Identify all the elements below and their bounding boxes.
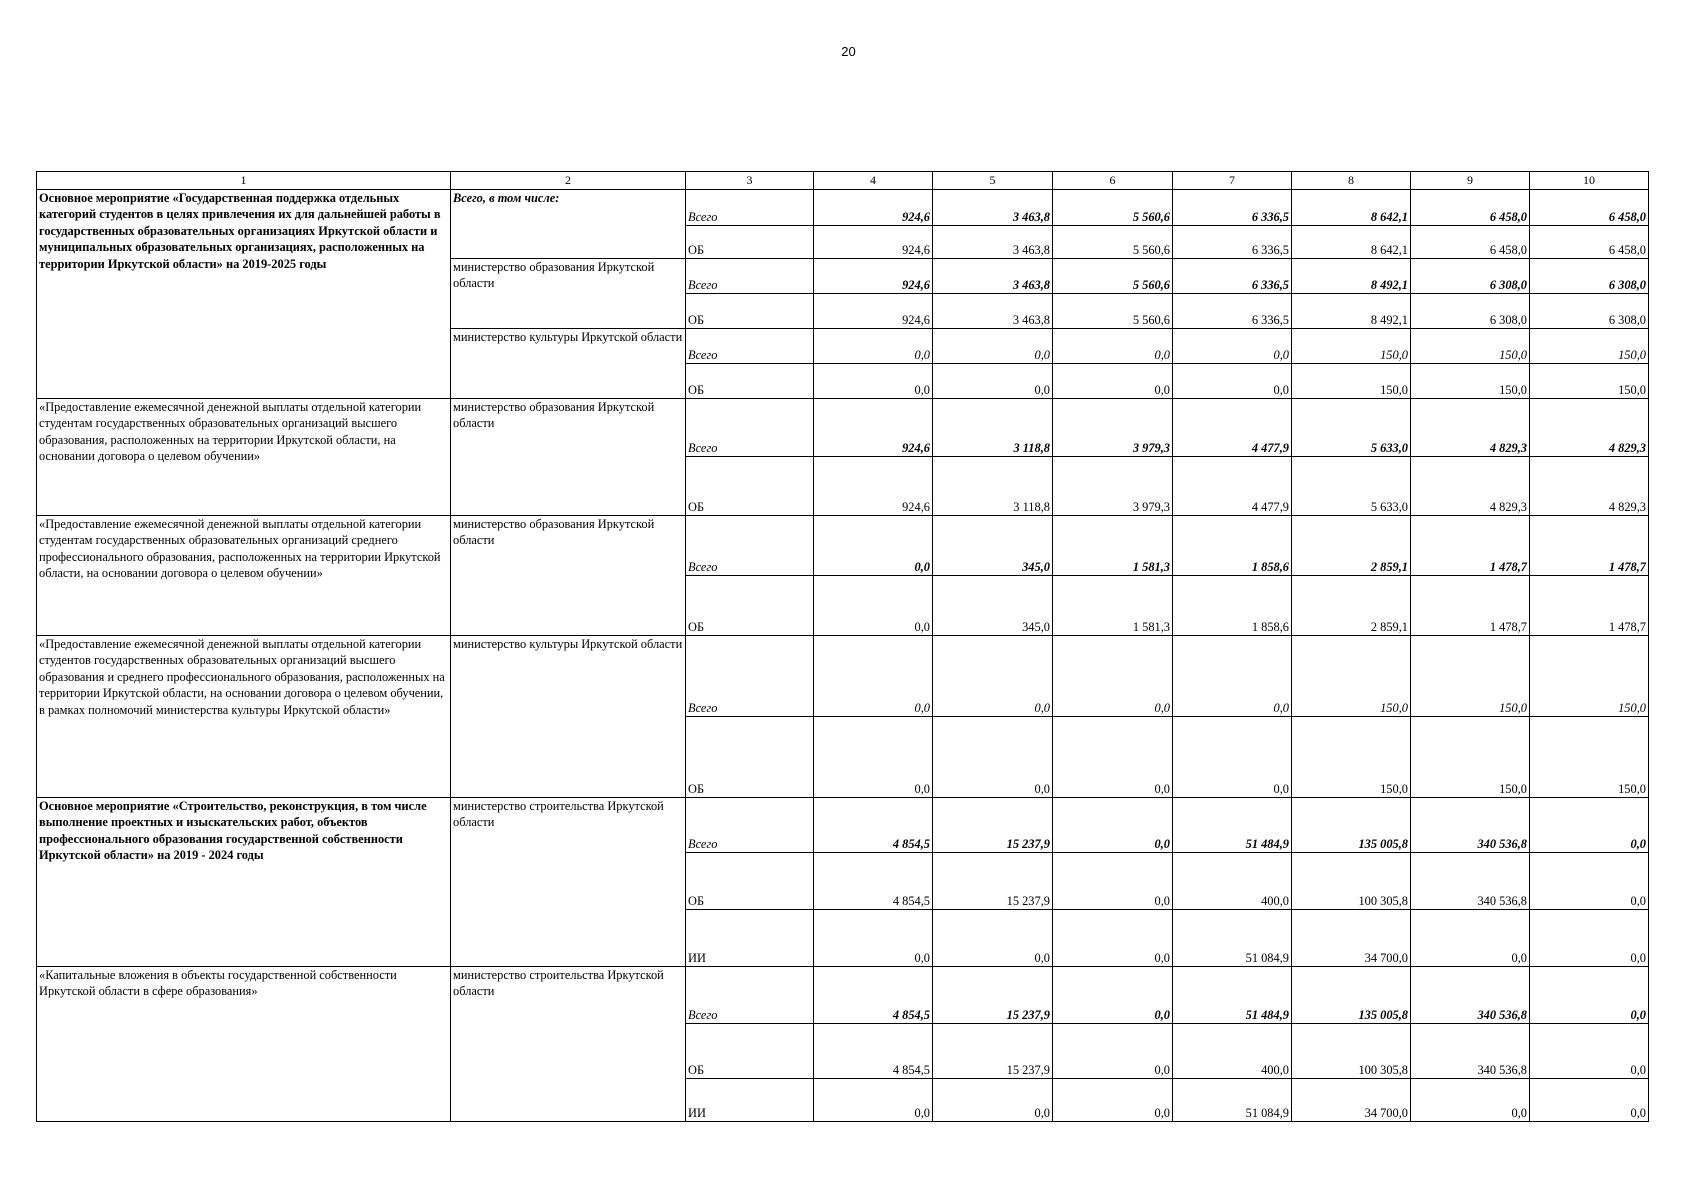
- value-cell: 4 477,9: [1173, 399, 1292, 457]
- value-cell: 0,0: [1053, 967, 1173, 1024]
- value-cell: 0,0: [933, 1079, 1053, 1122]
- value-cell: 0,0: [814, 576, 933, 636]
- header-cell: 5: [933, 172, 1053, 190]
- value-cell: 150,0: [1411, 717, 1530, 798]
- responsible-executor: министерство строительства Иркутской области: [451, 798, 686, 967]
- value-cell: 4 477,9: [1173, 457, 1292, 516]
- value-cell: 0,0: [1411, 910, 1530, 967]
- value-cell: 0,0: [1173, 717, 1292, 798]
- activity-description: «Предоставление ежемесячной денежной выплаты отдельной категории студентам государственных образовательных организаций высшего образования, расположенных на территории Иркутской области, на основании договора о целевом обучении»: [37, 399, 451, 516]
- funding-source: Всего: [686, 259, 814, 294]
- value-cell: 4 854,5: [814, 853, 933, 910]
- header-cell: 7: [1173, 172, 1292, 190]
- responsible-executor: министерство образования Иркутской области: [451, 399, 686, 516]
- value-cell: 150,0: [1292, 329, 1411, 364]
- header-cell: 6: [1053, 172, 1173, 190]
- value-cell: 0,0: [1173, 636, 1292, 717]
- value-cell: 340 536,8: [1411, 798, 1530, 853]
- value-cell: 150,0: [1530, 636, 1649, 717]
- value-cell: 0,0: [1530, 853, 1649, 910]
- responsible-executor: министерство образования Иркутской области: [451, 516, 686, 636]
- value-cell: 100 305,8: [1292, 1024, 1411, 1079]
- value-cell: 150,0: [1292, 717, 1411, 798]
- table-row: [37, 516, 1649, 576]
- value-cell: 4 829,3: [1411, 457, 1530, 516]
- value-cell: 924,6: [814, 399, 933, 457]
- funding-source: ОБ: [686, 457, 814, 516]
- value-cell: 51 484,9: [1173, 798, 1292, 853]
- funding-source: Всего: [686, 798, 814, 853]
- value-cell: 3 463,8: [933, 190, 1053, 226]
- value-cell: 150,0: [1411, 364, 1530, 399]
- value-cell: 0,0: [1530, 967, 1649, 1024]
- value-cell: 150,0: [1411, 329, 1530, 364]
- value-cell: 0,0: [1053, 798, 1173, 853]
- value-cell: 924,6: [814, 294, 933, 329]
- value-cell: 0,0: [1530, 1079, 1649, 1122]
- value-cell: 924,6: [814, 457, 933, 516]
- value-cell: 150,0: [1292, 364, 1411, 399]
- funding-source: Всего: [686, 967, 814, 1024]
- value-cell: 0,0: [814, 636, 933, 717]
- value-cell: 4 829,3: [1530, 399, 1649, 457]
- value-cell: 1 581,3: [1053, 576, 1173, 636]
- value-cell: 0,0: [933, 329, 1053, 364]
- responsible-executor: министерство культуры Иркутской области: [451, 329, 686, 399]
- value-cell: 0,0: [1053, 1024, 1173, 1079]
- value-cell: 5 560,6: [1053, 259, 1173, 294]
- value-cell: 135 005,8: [1292, 967, 1411, 1024]
- value-cell: 15 237,9: [933, 967, 1053, 1024]
- value-cell: 340 536,8: [1411, 967, 1530, 1024]
- value-cell: 0,0: [1173, 364, 1292, 399]
- table-row: [37, 636, 1649, 717]
- value-cell: 340 536,8: [1411, 853, 1530, 910]
- value-cell: 150,0: [1530, 717, 1649, 798]
- value-cell: 8 642,1: [1292, 226, 1411, 259]
- activity-description: «Предоставление ежемесячной денежной выплаты отдельной категории студентам государственных образовательных организаций среднего профессионального образования, расположенных на территории Иркутской области, на основании договора о целевом обучении»: [37, 516, 451, 636]
- value-cell: 1 478,7: [1411, 516, 1530, 576]
- responsible-executor: министерство образования Иркутской области: [451, 259, 686, 329]
- table-row: [37, 967, 1649, 1024]
- value-cell: 0,0: [1530, 1024, 1649, 1079]
- value-cell: 6 308,0: [1530, 294, 1649, 329]
- activity-description: «Капитальные вложения в объекты государственной собственности Иркутской области в сфере образования»: [37, 967, 451, 1122]
- value-cell: 0,0: [814, 910, 933, 967]
- value-cell: 1 858,6: [1173, 516, 1292, 576]
- value-cell: 5 633,0: [1292, 457, 1411, 516]
- value-cell: 15 237,9: [933, 798, 1053, 853]
- value-cell: 1 478,7: [1411, 576, 1530, 636]
- funding-source: Всего: [686, 190, 814, 226]
- funding-source: Всего: [686, 516, 814, 576]
- value-cell: 345,0: [933, 516, 1053, 576]
- value-cell: 3 979,3: [1053, 457, 1173, 516]
- funding-source: ИИ: [686, 1079, 814, 1122]
- value-cell: 345,0: [933, 576, 1053, 636]
- value-cell: 6 308,0: [1411, 294, 1530, 329]
- value-cell: 6 458,0: [1530, 190, 1649, 226]
- value-cell: 6 336,5: [1173, 190, 1292, 226]
- value-cell: 1 478,7: [1530, 576, 1649, 636]
- value-cell: 15 237,9: [933, 1024, 1053, 1079]
- responsible-executor: министерство строительства Иркутской области: [451, 967, 686, 1122]
- value-cell: 5 560,6: [1053, 190, 1173, 226]
- funding-source: Всего: [686, 399, 814, 457]
- funding-source: ОБ: [686, 576, 814, 636]
- value-cell: 0,0: [1053, 910, 1173, 967]
- value-cell: 4 854,5: [814, 967, 933, 1024]
- responsible-executor: Всего, в том числе:: [451, 190, 686, 259]
- funding-source: ОБ: [686, 853, 814, 910]
- value-cell: 0,0: [1053, 636, 1173, 717]
- value-cell: 5 633,0: [1292, 399, 1411, 457]
- budget-table: [36, 171, 1649, 1122]
- value-cell: 6 458,0: [1530, 226, 1649, 259]
- value-cell: 3 463,8: [933, 294, 1053, 329]
- value-cell: 51 084,9: [1173, 910, 1292, 967]
- activity-description: «Предоставление ежемесячной денежной выплаты отдельной категории студентов государственных образовательных организаций высшего образования и среднего профессионального образования, расположенных на территории Иркутской области, на основании договора о целевом обучении, в рамках полномочий министерства культуры Иркутской области»: [37, 636, 451, 798]
- value-cell: 400,0: [1173, 853, 1292, 910]
- value-cell: 0,0: [1530, 798, 1649, 853]
- value-cell: 0,0: [814, 364, 933, 399]
- value-cell: 34 700,0: [1292, 910, 1411, 967]
- funding-source: ОБ: [686, 226, 814, 259]
- value-cell: 924,6: [814, 259, 933, 294]
- value-cell: 135 005,8: [1292, 798, 1411, 853]
- funding-source: Всего: [686, 636, 814, 717]
- value-cell: 6 336,5: [1173, 259, 1292, 294]
- value-cell: 0,0: [814, 1079, 933, 1122]
- value-cell: 0,0: [933, 364, 1053, 399]
- value-cell: 51 484,9: [1173, 967, 1292, 1024]
- activity-description: Основное мероприятие «Строительство, реконструкция, в том числе выполнение проектных и изыскательских работ, объектов профессионального образования государственной собственности Иркутской области» на 2019 - 2024 годы: [37, 798, 451, 967]
- value-cell: 4 829,3: [1530, 457, 1649, 516]
- value-cell: 8 642,1: [1292, 190, 1411, 226]
- table-row: [37, 399, 1649, 457]
- value-cell: 6 336,5: [1173, 294, 1292, 329]
- value-cell: 3 463,8: [933, 259, 1053, 294]
- value-cell: 0,0: [814, 329, 933, 364]
- value-cell: 100 305,8: [1292, 853, 1411, 910]
- value-cell: 51 084,9: [1173, 1079, 1292, 1122]
- header-cell: 2: [451, 172, 686, 190]
- value-cell: 3 118,8: [933, 457, 1053, 516]
- header-cell: 4: [814, 172, 933, 190]
- value-cell: 0,0: [1053, 329, 1173, 364]
- value-cell: 0,0: [814, 516, 933, 576]
- value-cell: 6 458,0: [1411, 190, 1530, 226]
- value-cell: 0,0: [1411, 1079, 1530, 1122]
- value-cell: 8 492,1: [1292, 259, 1411, 294]
- value-cell: 6 336,5: [1173, 226, 1292, 259]
- header-cell: 10: [1530, 172, 1649, 190]
- value-cell: 150,0: [1411, 636, 1530, 717]
- value-cell: 2 859,1: [1292, 516, 1411, 576]
- funding-source: ОБ: [686, 364, 814, 399]
- value-cell: 4 829,3: [1411, 399, 1530, 457]
- table-row: [37, 190, 1649, 226]
- header-cell: 3: [686, 172, 814, 190]
- value-cell: 924,6: [814, 190, 933, 226]
- value-cell: 0,0: [1530, 910, 1649, 967]
- header-cell: 9: [1411, 172, 1530, 190]
- value-cell: 0,0: [933, 636, 1053, 717]
- value-cell: 1 858,6: [1173, 576, 1292, 636]
- value-cell: 340 536,8: [1411, 1024, 1530, 1079]
- value-cell: 5 560,6: [1053, 294, 1173, 329]
- value-cell: 15 237,9: [933, 853, 1053, 910]
- value-cell: 400,0: [1173, 1024, 1292, 1079]
- value-cell: 4 854,5: [814, 798, 933, 853]
- value-cell: 34 700,0: [1292, 1079, 1411, 1122]
- value-cell: 3 463,8: [933, 226, 1053, 259]
- value-cell: 924,6: [814, 226, 933, 259]
- value-cell: 1 581,3: [1053, 516, 1173, 576]
- value-cell: 150,0: [1292, 636, 1411, 717]
- value-cell: 0,0: [1053, 717, 1173, 798]
- page-number: 20: [841, 44, 856, 59]
- value-cell: 6 308,0: [1411, 259, 1530, 294]
- value-cell: 1 478,7: [1530, 516, 1649, 576]
- value-cell: 150,0: [1530, 329, 1649, 364]
- value-cell: 2 859,1: [1292, 576, 1411, 636]
- funding-source: ОБ: [686, 717, 814, 798]
- value-cell: 0,0: [933, 910, 1053, 967]
- table-row: [37, 798, 1649, 853]
- value-cell: 0,0: [1173, 329, 1292, 364]
- value-cell: 3 979,3: [1053, 399, 1173, 457]
- value-cell: 0,0: [1053, 364, 1173, 399]
- value-cell: 0,0: [933, 717, 1053, 798]
- value-cell: 0,0: [814, 717, 933, 798]
- value-cell: 3 118,8: [933, 399, 1053, 457]
- value-cell: 6 458,0: [1411, 226, 1530, 259]
- value-cell: 5 560,6: [1053, 226, 1173, 259]
- value-cell: 4 854,5: [814, 1024, 933, 1079]
- value-cell: 8 492,1: [1292, 294, 1411, 329]
- funding-source: ИИ: [686, 910, 814, 967]
- value-cell: 0,0: [1053, 853, 1173, 910]
- value-cell: 0,0: [1053, 1079, 1173, 1122]
- funding-source: ОБ: [686, 1024, 814, 1079]
- header-cell: 8: [1292, 172, 1411, 190]
- value-cell: 150,0: [1530, 364, 1649, 399]
- activity-description: Основное мероприятие «Государственная поддержка отдельных категорий студентов в целях привлечения их для дальнейшей работы в государственных образовательных организациях Иркутской области и муниципальных образовательных организациях, расположенных на территории Иркутской области» на 2019-2025 годы: [37, 190, 451, 399]
- value-cell: 6 308,0: [1530, 259, 1649, 294]
- responsible-executor: министерство культуры Иркутской области: [451, 636, 686, 798]
- funding-source: Всего: [686, 329, 814, 364]
- header-cell: 1: [37, 172, 451, 190]
- funding-source: ОБ: [686, 294, 814, 329]
- header-row: [37, 172, 1649, 190]
